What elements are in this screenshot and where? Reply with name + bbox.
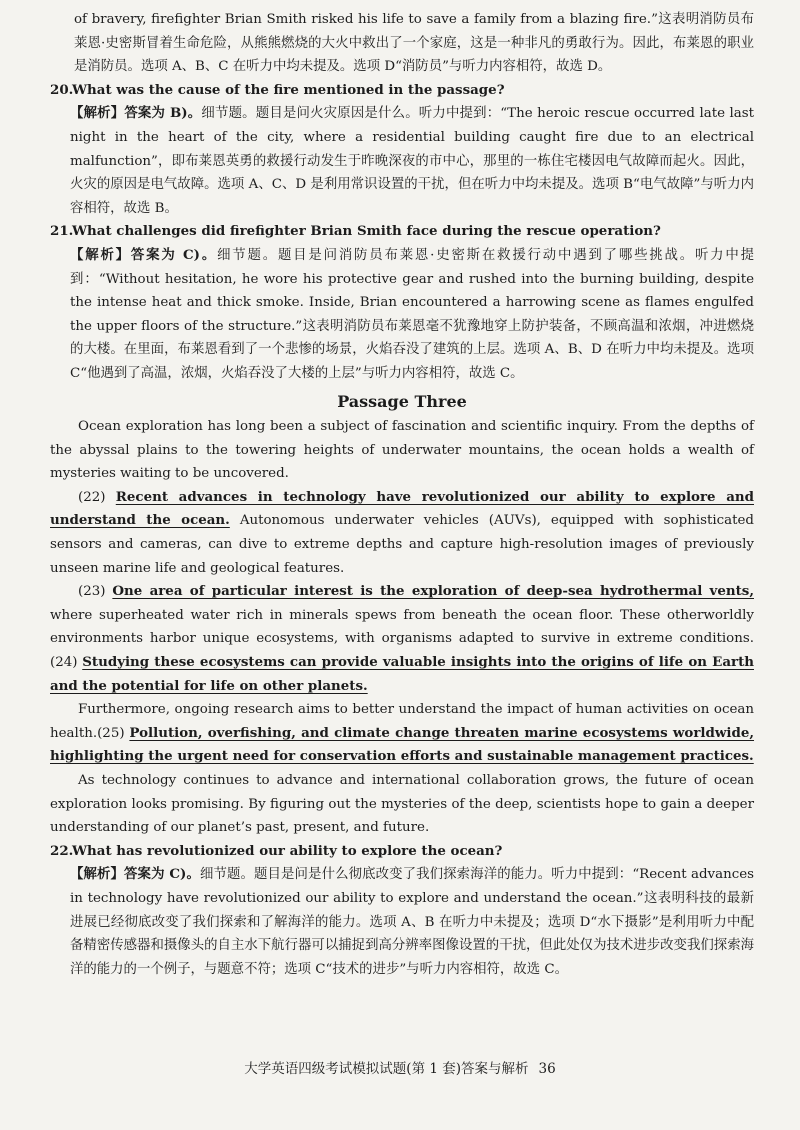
question-21 bbox=[50, 220, 754, 244]
underlined-sentence-22: Recent advances in technology have revolutionized our ability to explore and understand the ocean. bbox=[50, 488, 754, 529]
answer-tag: 【解析】答案为 B)。 bbox=[70, 105, 202, 122]
question-number: 21. bbox=[50, 223, 74, 240]
answer-20 bbox=[70, 102, 754, 220]
underlined-sentence-23: One area of particular interest is the exploration of deep-sea hydrothermal vents, bbox=[112, 583, 754, 600]
question-22 bbox=[50, 840, 754, 864]
blank-number-24: (24) bbox=[50, 655, 78, 671]
page-footer bbox=[0, 1058, 800, 1082]
passage-paragraph-3 bbox=[50, 580, 754, 698]
underlined-sentence-24: Studying these ecosystems can provide valuable insights into the origins of life on Earth and the potential for life on other planets. bbox=[50, 654, 754, 694]
passage-paragraph-2 bbox=[50, 486, 754, 580]
paragraph-text: Furthermore, ongoing research aims to better understand the impact of human activities on ocean health. bbox=[50, 702, 754, 741]
blank-number-25: (25) bbox=[97, 725, 125, 741]
paragraph-text: where superheated water rich in minerals spews from beneath the ocean floor. These otherworldly environments harbor unique ecosystems, with organisms adapted to survive in extreme conditions. bbox=[50, 607, 754, 647]
answer-body: 细节题。题目是问火灾原因是什么。听力中提到：“The heroic rescue occurred late last night in the heart of the city, where a residential building caught fire due to an electrical malfunction”，即布莱恩英勇的救援行动发生于昨晚深夜的市中心，那里的一栋住宅楼因电气故障而起火。因此，火灾的原因是电气故障。选项 A、C、D 是利用常识设置的干扰，但在听力中均未提及。选项 B“电气故障”与听力内容相符，故选 B。 bbox=[70, 106, 754, 216]
question-text: What has revolutionized our ability to explore the ocean? bbox=[72, 842, 503, 859]
passage-paragraph-1: Ocean exploration has long been a subject of fascination and scientific inquiry. From the depths of the abyssal plains to the towering heights of underwater mountains, the ocean holds a wealth of mysteries waiting to be uncovered. bbox=[50, 419, 754, 482]
question-number: 22. bbox=[50, 842, 74, 859]
answer-21 bbox=[70, 244, 754, 386]
answer-body: 细节题。题目是问是什么彻底改变了我们探索海洋的能力。听力中提到：“Recent advances in technology have revolutionized our ability to explore and understand the ocean.”这表明科技的最新进展已经彻底改变了我们探索和了解海洋的能力。选项 A、B 在听力中未提及；选项 D“水下摄影”是利用听力中配备精密传感器和摄像头的自主水下航行器可以捕捉到高分辨率图像设置的干扰，但此处仅为技术进步改变我们探索海洋的能力的一个例子，与题意不符；选项 C“技术的进步”与听力内容相符，故选 C。 bbox=[70, 867, 755, 977]
answer-tag: 【解析】答案为 C)。 bbox=[70, 246, 218, 263]
passage-paragraph-5: As technology continues to advance and international collaboration grows, the future of ocean exploration looks promising. By figuring out the mysteries of the deep, scientists hope to gain a deeper understanding of our planet’s past, present, and future. bbox=[50, 773, 754, 836]
passage-title: Passage Three bbox=[337, 391, 467, 411]
blank-number-22: (22) bbox=[78, 489, 106, 505]
passage-paragraph-4 bbox=[50, 698, 754, 769]
footer-title: 大学英语四级考试模拟试题(第 1 套)答案与解析 bbox=[244, 1061, 529, 1077]
question-20 bbox=[50, 79, 754, 103]
answer-22 bbox=[70, 863, 754, 981]
previous-answer-continuation: of bravery, firefighter Brian Smith risked his life to save a family from a blazing fire.”这表明消防员布莱恩·史密斯冒着生命危险，从熊熊燃烧的大火中救出了一个家庭，这是一种非凡的勇敢行为。因此，布莱恩的职业是消防员。选项 A、B、C 在听力中均未提及。选项 D“消防员”与听力内容相符，故选 D。 bbox=[74, 12, 754, 75]
question-number: 20. bbox=[50, 81, 74, 98]
question-text: What was the cause of the fire mentioned in the passage? bbox=[72, 81, 505, 98]
underlined-sentence-25: Pollution, overfishing, and climate change threaten marine ecosystems worldwide, highlighting the urgent need for conservation efforts and sustainable management practices. bbox=[50, 724, 755, 765]
question-text: What challenges did firefighter Brian Smith face during the rescue operation? bbox=[72, 223, 661, 240]
paragraph-text: Autonomous underwater vehicles (AUVs), equipped with sophisticated sensors and cameras, can dive to extreme depths and capture high-resolution images of previously unseen marine life and geological features. bbox=[50, 513, 754, 576]
blank-number-23: (23) bbox=[78, 584, 106, 600]
page-number: 36 bbox=[538, 1061, 556, 1077]
answer-tag: 【解析】答案为 C)。 bbox=[70, 866, 200, 883]
answer-body: 细节题。题目是问消防员布莱恩·史密斯在救援行动中遇到了哪些挑战。听力中提到：“Without hesitation, he wore his protective gear and rushed into the burning building, despite the intense heat and thick smoke. Inside, Brian encountered a harrowing scene as flames engulfed the upper floors of the structure.”这表明消防员布莱恩毫不犹豫地穿上防护装备，不顾高温和浓烟，冲进燃烧的大楼。在里面，布莱恩看到了一个悲惨的场景，火焰吞没了建筑的上层。选项 A、B、D 在听力中均未提及。选项 C“他遇到了高温，浓烟，火焰吞没了大楼的上层”与听力内容相符，故选 C。 bbox=[70, 247, 755, 381]
